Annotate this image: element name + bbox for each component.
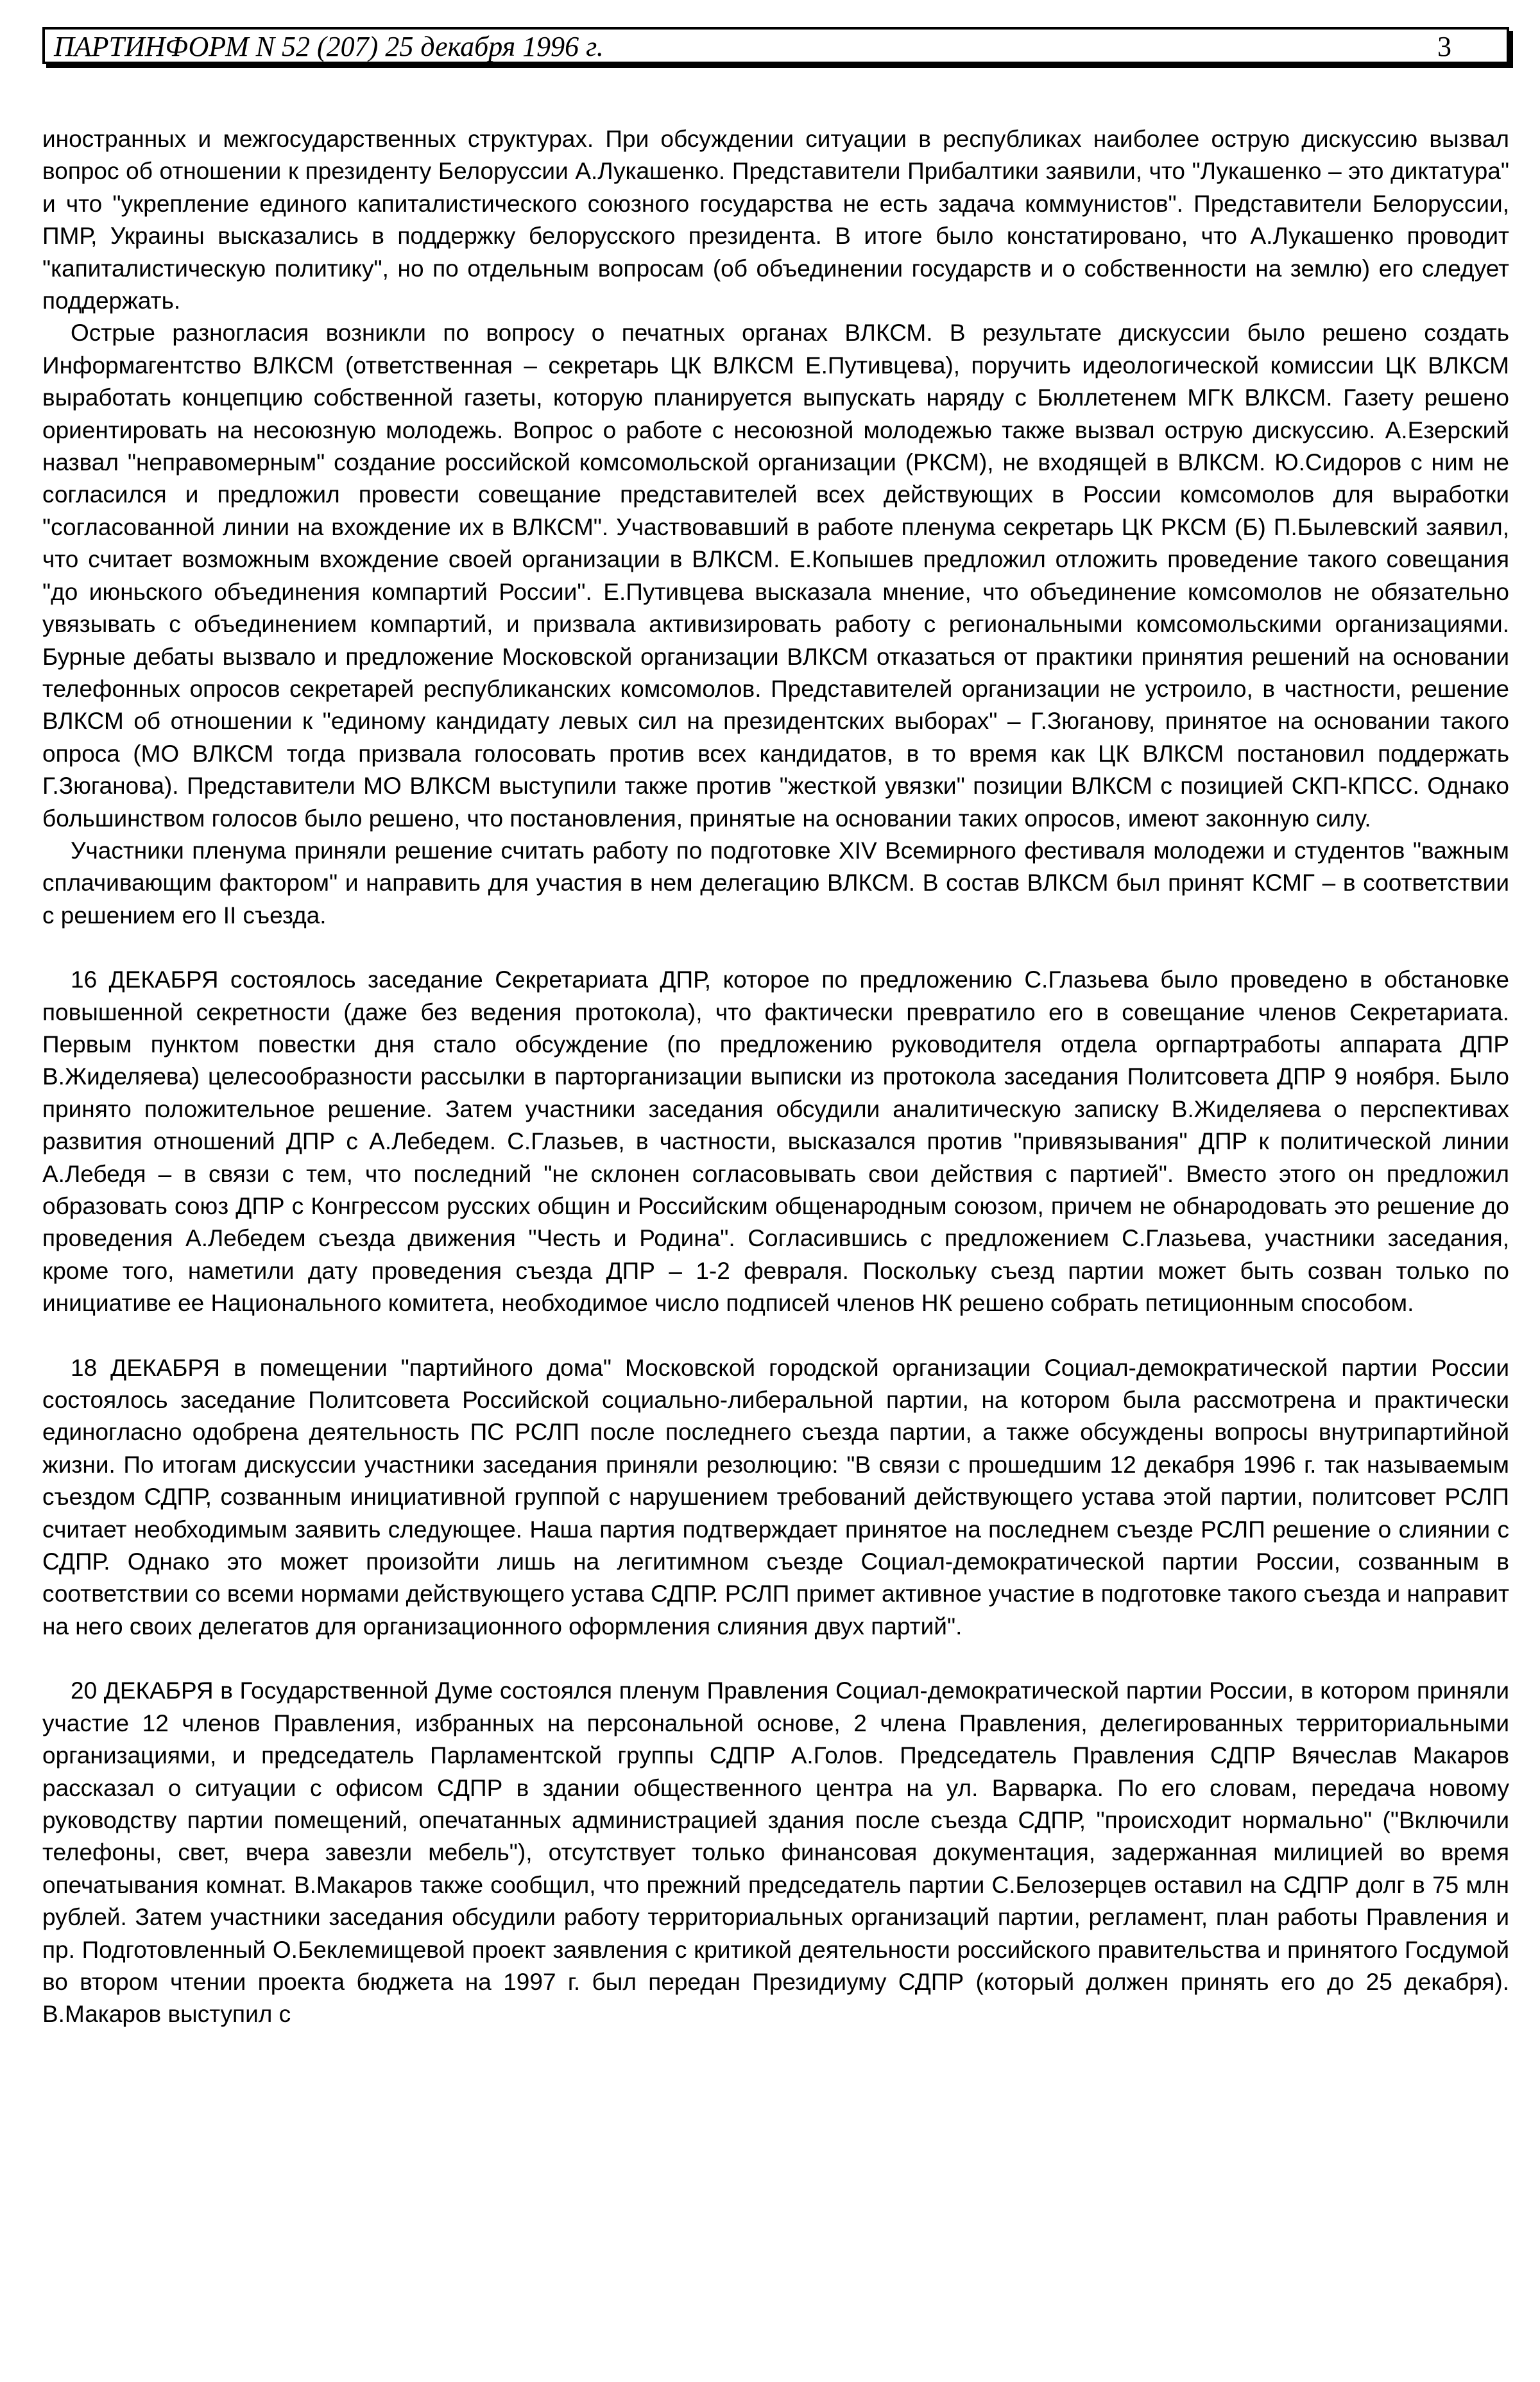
publication-title: ПАРТИНФОРМ N 52 (207) 25 декабря 1996 г. — [54, 31, 604, 62]
news-item-dec-18: 18 ДЕКАБРЯ в помещении "партийного дома" Московской городской организации Социал-демократической партии России состоялось заседание Политсовета Российской социально-либеральной партии, на котором была рассмотрена и практически единогласно одобрена деятельность ПС РСЛП после последнего съезда партии, а также обсуждены вопросы внутрипартийной жизни. По итогам дискуссии участники заседания приняли резолюцию: "В связи с прошедшим 12 декабря 1996 г. так называемым съездом СДПР, созванным инициативной группой с нарушением требований действующего устава этой партии, политсовет РСЛП считает необходимым заявить следующее. Наша партия подтверждает принятое на последнем съезде РСЛП решение о слиянии с СДПР. Однако это может произойти лишь на легитимном съезде Социал-демократической партии России, созванным в соответствии со всеми нормами действующего устава СДПР. РСЛП примет активное участие в подготовке такого съезда и направит на него своих делегатов для организационного оформления слияния двух партий". — [42, 1354, 1509, 1640]
page-number: 3 — [1437, 31, 1451, 62]
article-body — [42, 123, 1509, 2031]
paragraph: иностранных и межгосударственных структурах. При обсуждении ситуации в республиках наиболее острую дискуссию вызвал вопрос об отношении к президенту Белоруссии А.Лукашенко. Представители Прибалтики заявили, что "Лукашенко – это диктатура" и что "укрепление единого капиталистического союзного государства не есть задача коммунистов". Представители Белоруссии, ПМР, Украины высказались в поддержку белорусского президента. В итоге было констатировано, что А.Лукашенко проводит "капиталистическую политику", но по отдельным вопросам (об объединении государств и о собственности на землю) его следует поддержать. — [42, 126, 1509, 314]
page-header — [42, 27, 1509, 64]
paragraph: Острые разногласия возникли по вопросу о печатных органах ВЛКСМ. В результате дискуссии было решено создать Информагентство ВЛКСМ (ответственная – секретарь ЦК ВЛКСМ Е.Путивцева), поручить идеологической комиссии ЦК ВЛКСМ выработать концепцию собственной газеты, которую планируется выпускать наряду с Бюллетенем МГК ВЛКСМ. Газету решено ориентировать на несоюзную молодежь. Вопрос о работе с несоюзной молодежью также вызвал острую дискуссию. А.Езерский назвал "неправомерным" создание российской комсомольской организации (РКСМ), не входящей в ВЛКСМ. Ю.Сидоров с ним не согласился и предложил провести совещание представителей всех действующих в России комсомолов для выработки "согласованной линии на вхождение их в ВЛКСМ". Участвовавший в работе пленума секретарь ЦК РКСМ (Б) П.Былевский заявил, что считает возможным вхождение своей организации в ВЛКСМ. Е.Копышев предложил отложить проведение такого совещания "до июньского объединения компартий России". Е.Путивцева высказала мнение, что объединение комсомолов не обязательно увязывать с объединением компартий, и призвала активизировать работу с региональными комсомольскими организациями. Бурные дебаты вызвало и предложение Московской организации ВЛКСМ отказаться от практики принятия решений на основании телефонных опросов секретарей республиканских комсомолов. Представителей организации не устроило, в частности, решение ВЛКСМ об отношении к "единому кандидату левых сил на президентских выборах" – Г.Зюганову, принятое на основании такого опроса (МО ВЛКСМ тогда призвала голосовать против всех кандидатов, в то время как ЦК ВЛКСМ постановил поддержать Г.Зюганова). Представители МО ВЛКСМ выступили также против "жесткой увязки" позиции ВЛКСМ с позицией СКП-КПСС. Однако большинством голосов было решено, что постановления, принятые на основании таких опросов, имеют законную силу. — [42, 320, 1509, 832]
news-item-dec-16: 16 ДЕКАБРЯ состоялось заседание Секретариата ДПР, которое по предложению С.Глазьева было проведено в обстановке повышенной секретности (даже без ведения протокола), что фактически превратило его в совещание членов Секретариата. Первым пунктом повестки дня стало обсуждение (по предложению руководителя отдела оргпартработы аппарата ДПР В.Жиделяева) целесообразности рассылки в парторганизации выписки из протокола заседания Политсовета ДПР 9 ноября. Было принято положительное решение. Затем участники заседания обсудили аналитическую записку В.Жиделяева о перспективах развития отношений ДПР с А.Лебедем. С.Глазьев, в частности, высказался против "привязывания" ДПР к политической линии А.Лебедя – в связи с тем, что последний "не склонен согласовывать свои действия с партией". Вместо этого он предложил образовать союз ДПР с Конгрессом русских общин и Российским общенародным союзом, причем не обнародовать это решение до проведения А.Лебедем съезда движения "Честь и Родина". Согласившись с предложением С.Глазьева, участники заседания, кроме того, наметили дату проведения съезда ДПР – 1-2 февраля. Поскольку съезд партии может быть созван только по инициативе ее Национального комитета, необходимое число подписей членов НК решено собрать петиционным способом. — [42, 966, 1509, 1317]
paragraph: Участники пленума приняли решение считать работу по подготовке XIV Всемирного фестиваля молодежи и студентов "важным сплачивающим фактором" и направить для участия в нем делегацию ВЛКСМ. В состав ВЛКСМ был принят КСМГ – в соответствии с решением его II съезда. — [42, 837, 1509, 929]
news-item-dec-20: 20 ДЕКАБРЯ в Государственной Думе состоялся пленум Правления Социал-демократической партии России, в котором приняли участие 12 членов Правления, избранных на персональной основе, 2 члена Правления, делегированных территориальными организациями, и председатель Парламентской группы СДПР А.Голов. Председатель Правления СДПР Вячеслав Макаров рассказал о ситуации с офисом СДПР в здании общественного центра на ул. Варварка. По его словам, передача новому руководству партии помещений, опечатанных администрацией здания после съезда СДПР, "происходит нормально" ("Включили телефоны, свет, вчера завезли мебель"), отсутствует только финансовая документация, задержанная милицией во время опечатывания комнат. В.Макаров также сообщил, что прежний председатель партии С.Белозерцев оставил на СДПР долг в 75 млн рублей. Затем участники заседания обсудили работу территориальных организаций партии, регламент, план работы Правления и пр. Подготовленный О.Беклемищевой проект заявления с критикой деятельности российского правительства и принятого Госдумой во втором чтении проекта бюджета на 1997 г. был передан Президиуму СДПР (который должен принять его до 25 декабря). В.Макаров выступил с — [42, 1677, 1509, 2028]
